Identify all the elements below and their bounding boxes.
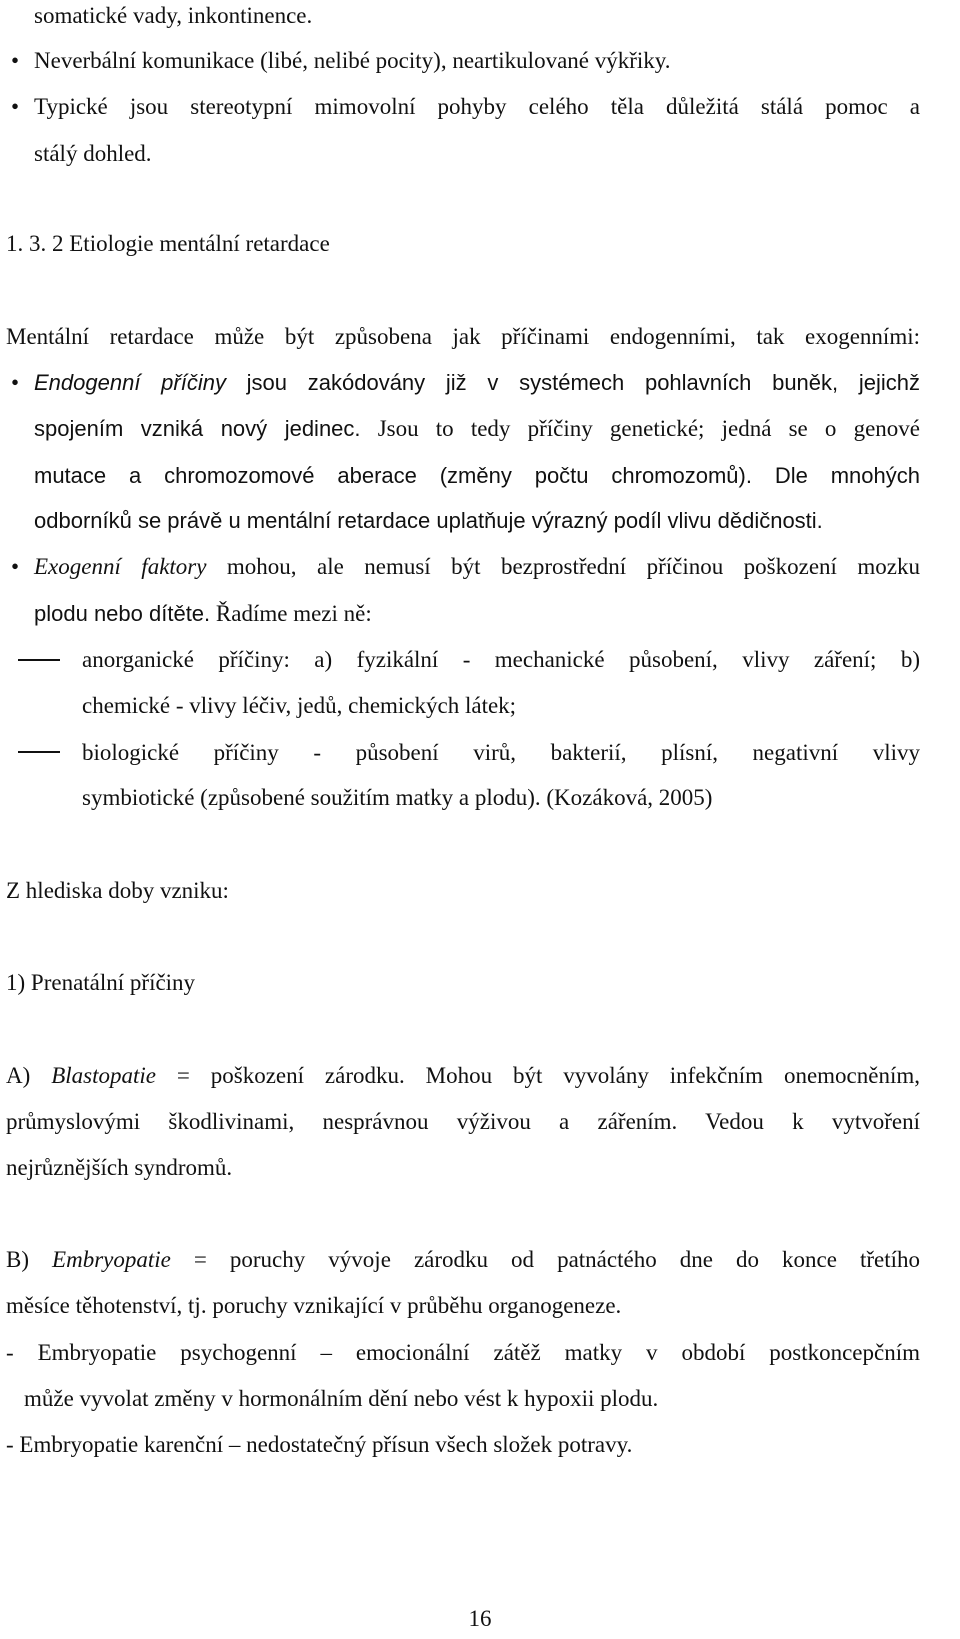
embryopatie-item2: - Embryopatie karenční – nedostatečný přísun všech složek potravy.: [6, 1432, 633, 1457]
endogenous-line-3: [34, 461, 920, 491]
top-line-1: somatické vady, inkontinence.: [34, 3, 313, 28]
bullet-stereotypy-line-1: Typické jsou stereotypní mimovolní pohyby celého těla důležitá stálá pomoc a: [34, 94, 920, 119]
section-intro: Mentální retardace může být způsobena jak příčinami endogenními, tak exogenními:: [6, 324, 920, 349]
bullet-icon: •: [10, 48, 20, 73]
blastopatie-term: Blastopatie: [51, 1063, 156, 1088]
exogenous-sub1-line-2: chemické - vlivy léčiv, jedů, chemických látek;: [82, 693, 517, 718]
embryopatie-text: = poruchy vývoje zárodku od patnáctého dne do konce třetího: [170, 1247, 921, 1272]
dash-icon: [18, 751, 60, 753]
endogenous-text: Dle mnohých: [751, 463, 920, 488]
exogenous-sub2-line-2: symbiotické (způsobené soužitím matky a plodu). (Kozáková, 2005): [82, 785, 713, 810]
embryopatie-prefix: B): [6, 1247, 53, 1272]
exogenous-line-1: [34, 552, 920, 582]
embryopatie-item1-line-1: - Embryopatie psychogenní – emocionální zátěž matky v období postkoncepčním: [6, 1340, 920, 1365]
bullet-nonverbal: Neverbální komunikace (libé, nelibé pocity), neartikulované výkřiky.: [34, 48, 671, 73]
embryopatie-line-2: měsíce těhotenství, tj. poruchy vznikající v průběhu organogeneze.: [6, 1293, 622, 1318]
dash-icon: [18, 659, 60, 661]
blastopatie-prefix: A): [6, 1063, 52, 1088]
blastopatie-line-2: průmyslovými škodlivinami, nesprávnou výživou a zářením. Vedou k vytvoření: [6, 1109, 920, 1134]
page-number: 16: [468, 1606, 492, 1631]
embryopatie-item1-line-2: může vyvolat změny v hormonálním dění nebo vést k hypoxii plodu.: [24, 1386, 659, 1411]
blastopatie-line-1: [6, 1061, 920, 1091]
exogenous-text: mohou, ale nemusí být bezprostřední příčinou poškození mozku: [206, 554, 920, 579]
endogenous-text: mutace a chromozomové aberace (změny počtu chromozomů).: [34, 463, 752, 488]
endogenous-term: Endogenní příčiny: [34, 370, 226, 395]
exogenous-line-2: [34, 599, 372, 629]
bullet-icon: •: [10, 370, 20, 395]
bullet-icon: •: [10, 554, 20, 579]
embryopatie-term: Embryopatie: [52, 1247, 171, 1272]
endogenous-line-1: [34, 368, 920, 398]
origin-subheading: 1) Prenatální příčiny: [6, 970, 196, 995]
bullet-icon: •: [10, 94, 20, 119]
blastopatie-text: = poškození zárodku. Mohou být vyvolány infekčním onemocněním,: [155, 1063, 920, 1088]
endogenous-text: spojením vzniká nový jedinec.: [34, 416, 361, 441]
endogenous-line-2: [34, 414, 920, 444]
embryopatie-line-1: [6, 1245, 920, 1275]
origin-heading: Z hlediska doby vzniku:: [6, 878, 229, 903]
bullet-stereotypy-line-2: stálý dohled.: [34, 141, 152, 166]
endogenous-text: Jsou to tedy příčiny genetické; jedná se o genové: [360, 416, 920, 441]
section-heading: 1. 3. 2 Etiologie mentální retardace: [6, 231, 330, 256]
exogenous-text: plodu nebo dítěte.: [34, 601, 211, 626]
endogenous-text: odborníků se právě u mentální retardace uplatňuje výrazný podíl vlivu dědičnosti.: [34, 508, 823, 533]
blastopatie-line-3: nejrůznějších syndromů.: [6, 1155, 233, 1180]
exogenous-sub1-line-1: anorganické příčiny: a) fyzikální - mechanické působení, vlivy záření; b): [82, 647, 920, 672]
exogenous-term: Exogenní faktory: [34, 554, 207, 579]
endogenous-line-4: [34, 506, 823, 536]
exogenous-sub2-line-1: biologické příčiny - působení virů, bakterií, plísní, negativní vlivy: [82, 740, 920, 765]
exogenous-text: Řadíme mezi ně:: [210, 601, 372, 626]
endogenous-text: jsou zakódovány již v systémech pohlavních buněk, jejichž: [225, 370, 920, 395]
